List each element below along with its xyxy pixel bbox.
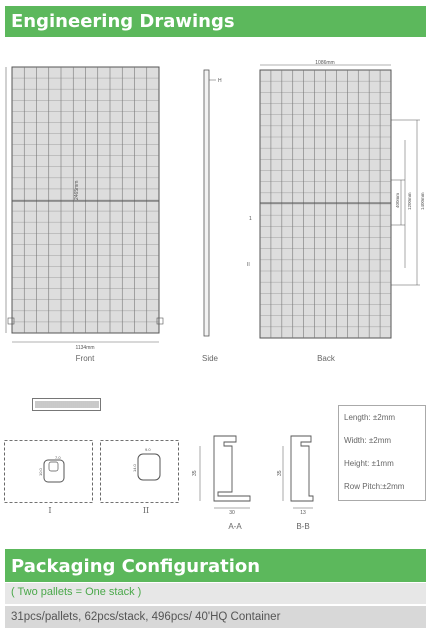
detail-I-drawing: [4, 440, 94, 505]
pitch-400: 400mm: [395, 192, 400, 208]
tolerance-row-pitch: Row Pitch:±2mm: [344, 482, 405, 491]
detail-II-dim-b: 14.0: [132, 464, 137, 472]
front-label: Front: [75, 354, 95, 363]
tolerance-height: Height: ±1mm: [344, 459, 394, 468]
detail-I-label: I: [48, 506, 52, 515]
detail-II-label: II: [142, 506, 150, 515]
aa-width-dim: 30: [229, 510, 235, 515]
mark-1: 1: [249, 216, 252, 222]
packaging-spec: 31pcs/pallets, 62pcs/stack, 496pcs/ 40'HQ Container: [5, 606, 426, 628]
back-width-dim: 1086mm: [315, 60, 335, 66]
back-view-drawing: [245, 60, 430, 350]
tolerance-length: Length: ±2mm: [344, 413, 396, 422]
back-label: Back: [317, 354, 335, 363]
tolerance-box: [338, 405, 426, 501]
pitch-1200: 1200mm: [407, 192, 412, 210]
front-height-dim: 2465mm: [74, 180, 80, 200]
mark-2: II: [247, 262, 250, 268]
side-mark: H: [218, 78, 222, 84]
detail-I-dim-a: 7.0: [55, 455, 61, 460]
packaging-note: ( Two pallets = One stack ): [5, 583, 426, 604]
bb-height-dim: 35: [277, 470, 283, 476]
tolerance-width: Width: ±2mm: [344, 436, 392, 445]
front-view-drawing: [0, 60, 175, 350]
section-AA-drawing: [188, 430, 263, 515]
front-width-dim: 1134mm: [75, 345, 95, 350]
bb-width-dim: 13: [300, 510, 306, 515]
aa-height-dim: 35: [192, 470, 198, 476]
section-BB-label: B-B: [296, 522, 310, 531]
pitch-1400: 1400mm: [420, 192, 425, 210]
side-label: Side: [201, 354, 218, 363]
side-view-drawing: [198, 68, 228, 338]
section-title-packaging: Packaging Configuration: [5, 549, 426, 582]
detail-II-drawing: [100, 440, 180, 505]
section-BB-drawing: [277, 430, 327, 515]
junction-strip: [32, 398, 102, 412]
detail-II-dim-a: 9.0: [145, 447, 151, 452]
section-title-engineering-drawings: Engineering Drawings: [5, 6, 426, 37]
detail-I-dim-b: 10.0: [38, 468, 43, 476]
section-AA-label: A-A: [228, 522, 242, 531]
